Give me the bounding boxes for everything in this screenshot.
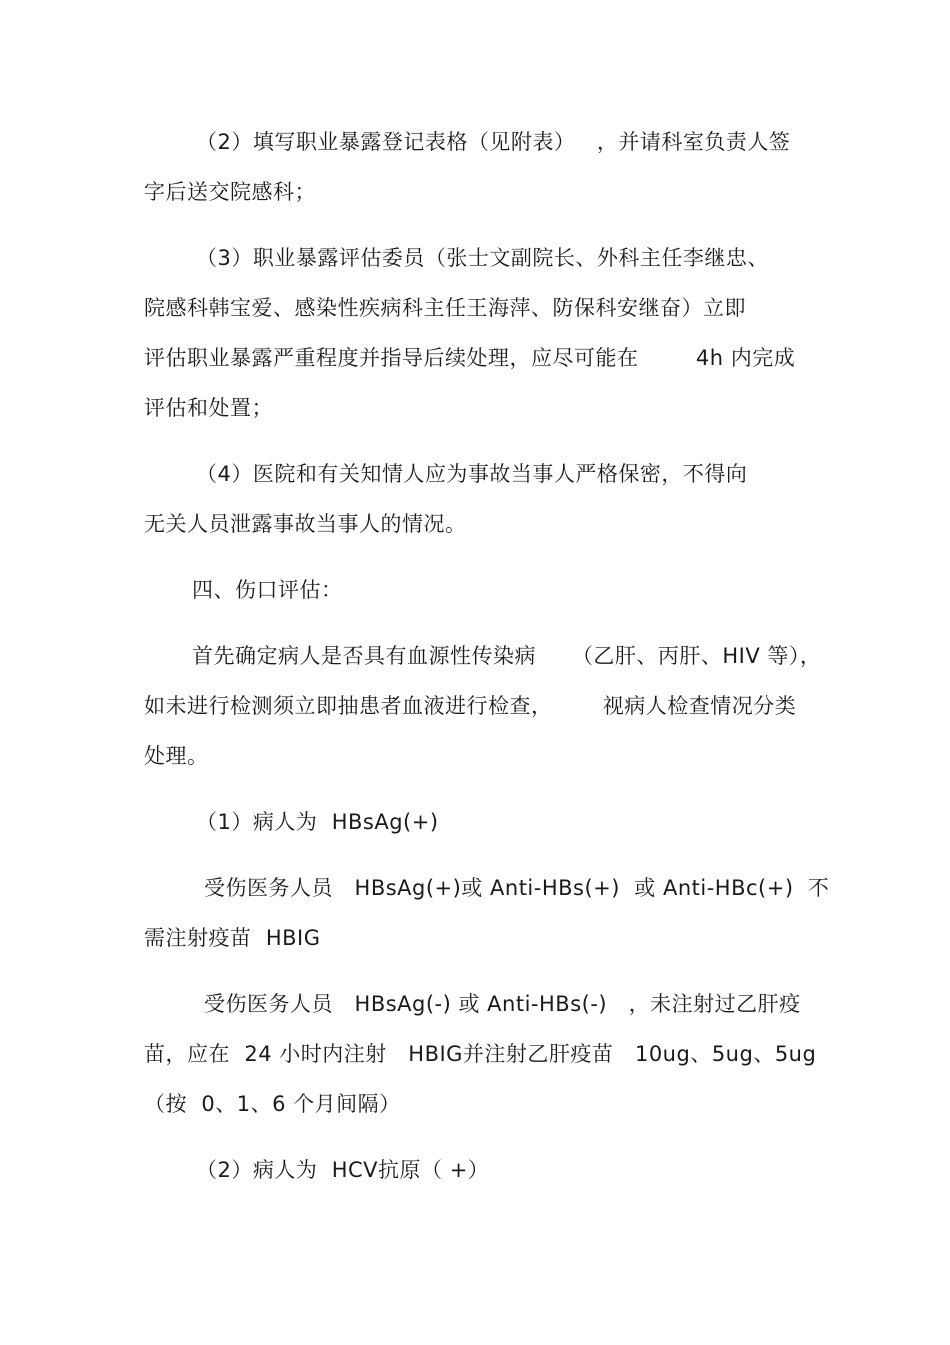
text-line: 评估和处置； — [144, 396, 273, 420]
text-line: （1）病人为 HBsAg(+) — [196, 810, 439, 834]
text-line: （2）填写职业暴露登记表格（见附表） ，并请科室负责人签 — [196, 130, 791, 154]
text-line: 苗，应在 24 小时内注射 HBIG并注射乙肝疫苗 10ug、5ug、5ug — [144, 1042, 817, 1066]
text-line: 受伤医务人员 HBsAg(+)或 Anti-HBs(+) 或 Anti-HBc(+) 不 — [204, 876, 830, 900]
section-heading: 四、伤口评估： — [192, 578, 343, 602]
text-line: 无关人员泄露事故当事人的情况。 — [144, 512, 467, 536]
text-line: 如未进行检测须立即抽患者血液进行检查， 视病人检查情况分类 — [144, 694, 797, 718]
text-line: 受伤医务人员 HBsAg(-) 或 Anti-HBs(-) ，未注射过乙肝疫 — [204, 992, 801, 1016]
text-line: （3）职业暴露评估委员（张士文副院长、外科主任李继忠、 — [196, 246, 769, 270]
text-line: 首先确定病人是否具有血源性传染病 （乙肝、丙肝、HIV 等）， — [192, 644, 822, 668]
text-line: 处理。 — [144, 744, 209, 768]
text-line: 院感科韩宝爱、感染性疾病科主任王海萍、防保科安继奋）立即 — [144, 296, 746, 320]
text-line: 字后送交院感科； — [144, 180, 316, 204]
text-line: （4）医院和有关知情人应为事故当事人严格保密，不得向 — [196, 462, 748, 486]
text-line: （按 0、1、6 个月间隔） — [144, 1092, 401, 1116]
text-line: 评估职业暴露严重程度并指导后续处理，应尽可能在 4h 内完成 — [144, 346, 796, 370]
text-line: （2）病人为 HCV抗原（ +） — [196, 1158, 490, 1182]
text-line: 需注射疫苗 HBIG — [144, 926, 321, 950]
